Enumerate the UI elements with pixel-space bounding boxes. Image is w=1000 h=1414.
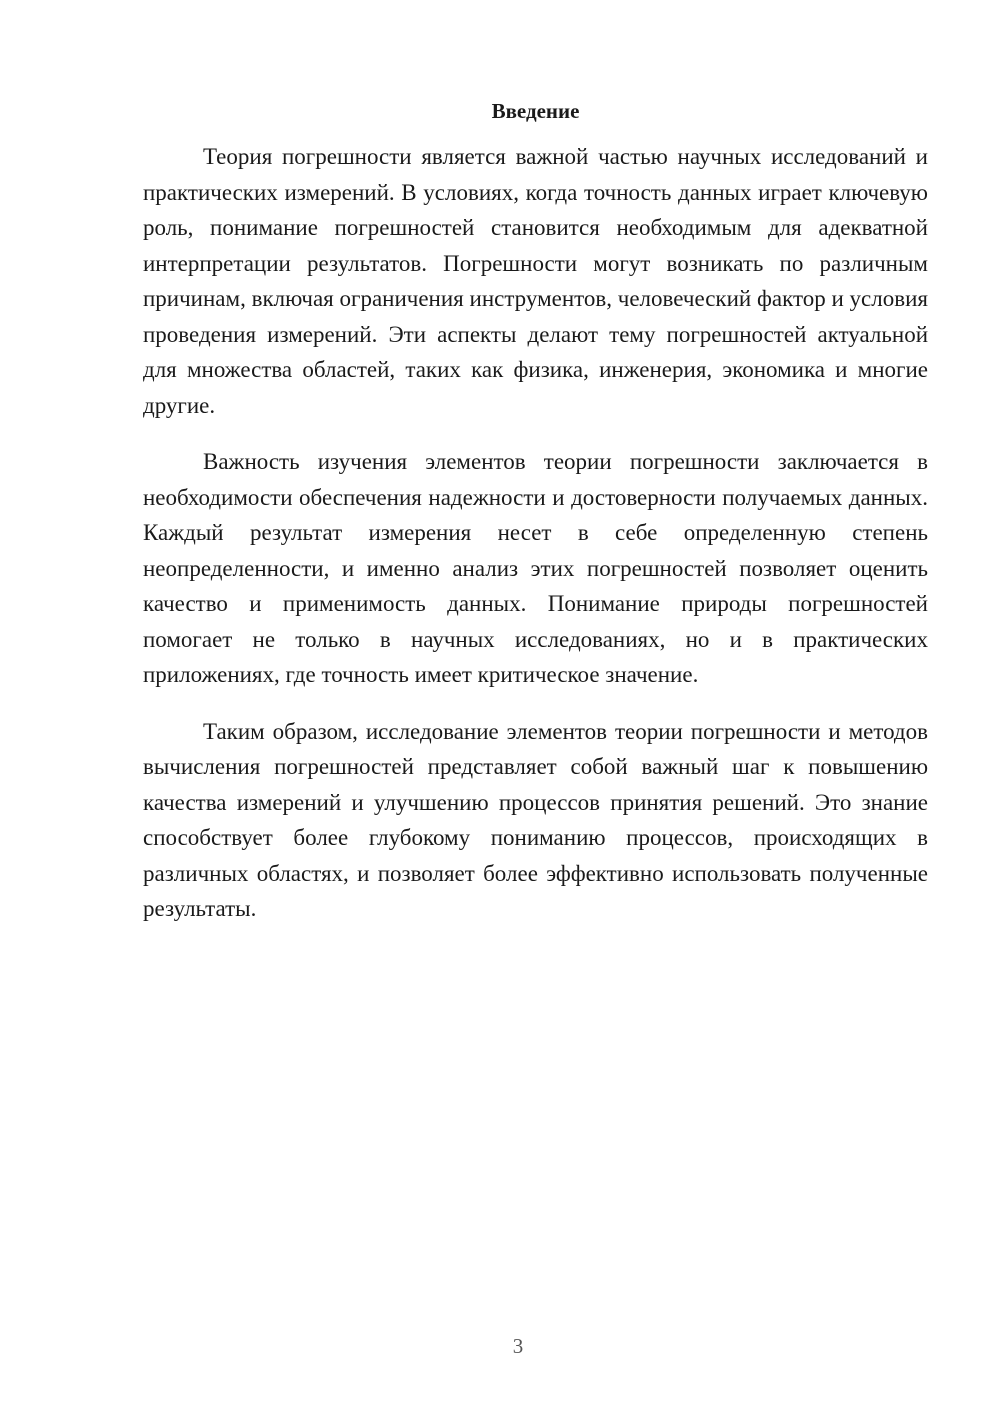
paragraph-1: Теория погрешности является важной частью научных исследований и практических измерений. В условиях, когда точность данных играет ключевую роль, понимание погрешностей становится необходимым для адекватной интерпретации результатов. Погрешности могут возникать по различным причинам, включая ограничения инструментов, человеческий фактор и условия проведения измерений. Эти аспекты делают тему погрешностей актуальной для множества областей, таких как физика, инженерия, экономика и многие другие. (143, 144, 928, 418)
paragraph-3: Таким образом, исследование элементов теории погрешности и методов вычисления погрешностей представляет собой важный шаг к повышению качества измерений и улучшению процессов принятия решений. Это знание способствует более глубокому пониманию процессов, происходящих в различных областях, и позволяет более эффективно использовать полученные результаты. (143, 718, 928, 921)
page-number: 3 (512, 1334, 524, 1358)
paragraph-2: Важность изучения элементов теории погрешности заключается в необходимости обеспечения надежности и достоверности получаемых данных. Каждый результат измерения несет в себе определенную степень неопределенности, и именно анализ этих погрешностей позволяет оценить качество и применимость данных. Понимание природы погрешностей помогает не только в научных исследованиях, но и в практических приложениях, где точность имеет критическое значение. (143, 449, 928, 687)
page-content (143, 96, 928, 948)
section-heading: Введение (491, 99, 580, 123)
